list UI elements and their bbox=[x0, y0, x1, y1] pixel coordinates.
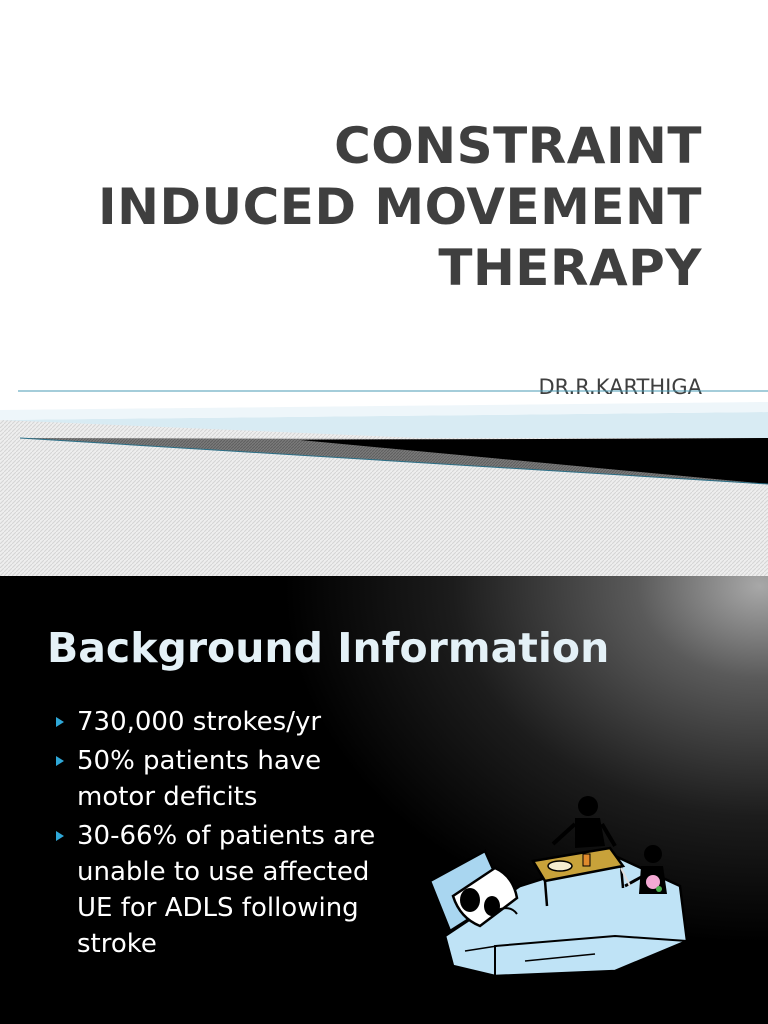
title-line: INDUCED MOVEMENT bbox=[98, 178, 702, 236]
bullet-text: 730,000 strokes/yr bbox=[77, 707, 322, 737]
arrow-bullet-icon bbox=[56, 831, 64, 841]
decorative-bands bbox=[0, 380, 768, 576]
slide-title bbox=[42, 116, 702, 299]
author-name: DR.R.KARTHIGA bbox=[538, 375, 702, 399]
bullet-text: 50% patients have motor deficits bbox=[77, 746, 322, 812]
slide-heading: Background Information bbox=[47, 624, 610, 672]
list-item bbox=[54, 818, 384, 962]
bullet-list bbox=[54, 704, 384, 965]
list-item bbox=[54, 743, 384, 815]
title-line: CONSTRAINT bbox=[334, 117, 702, 175]
arrow-bullet-icon bbox=[56, 756, 64, 766]
title-line: THERAPY bbox=[438, 239, 702, 297]
list-item bbox=[54, 704, 384, 740]
content-slide bbox=[0, 576, 768, 1024]
hospital-bed-clipart-icon bbox=[425, 786, 695, 986]
arrow-bullet-icon bbox=[56, 717, 64, 727]
bullet-text: 30-66% of patients are unable to use affected UE for ADLS following stroke bbox=[77, 821, 376, 959]
